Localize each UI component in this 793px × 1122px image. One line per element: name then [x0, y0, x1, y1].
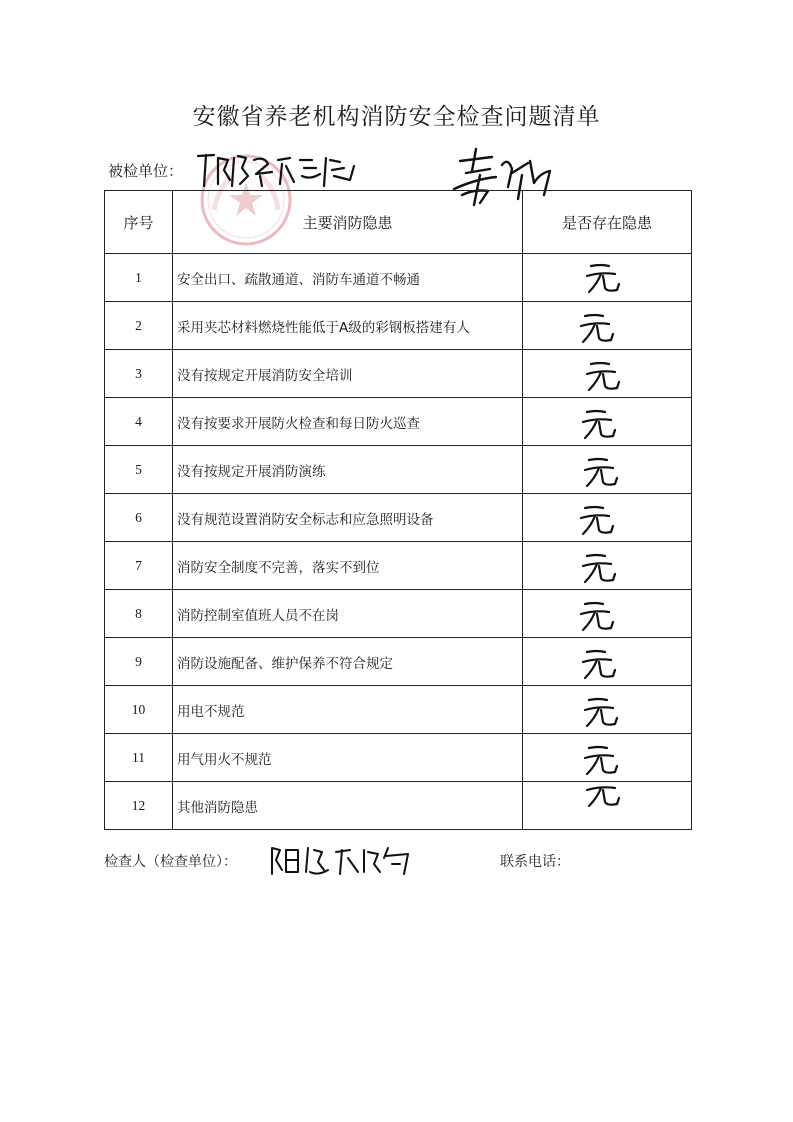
table-row: [105, 782, 692, 830]
table-row: [105, 542, 692, 590]
row-hazard-description: 消防控制室值班人员不在岗: [173, 590, 523, 638]
table-row: [105, 590, 692, 638]
inspected-unit-label: 被检单位：: [108, 162, 184, 180]
inspector-label: 检查人（检查单位）：: [104, 854, 237, 870]
row-hazard-description: 安全出口、疏散通道、消防车通道不畅通: [173, 254, 523, 302]
row-hazard-answer: [523, 302, 692, 350]
row-hazard-description: 其他消防隐患: [173, 782, 523, 830]
handwritten-answer-mark: [523, 254, 692, 301]
handwritten-answer-mark: [523, 734, 692, 781]
row-hazard-answer: [523, 254, 692, 302]
row-hazard-answer: [523, 542, 692, 590]
handwritten-answer-mark: [523, 590, 692, 637]
table-header-row: [105, 191, 692, 254]
handwritten-answer-mark: [523, 398, 692, 445]
header-serial-number: 序号: [105, 191, 173, 254]
row-serial-number: 7: [105, 542, 173, 590]
handwritten-unit-name: [194, 146, 366, 190]
table-row: [105, 350, 692, 398]
header-hazard-present: 是否存在隐患: [523, 191, 692, 254]
row-hazard-description: 消防安全制度不完善，落实不到位: [173, 542, 523, 590]
row-hazard-description: 消防设施配备、维护保养不符合规定: [173, 638, 523, 686]
table-row: [105, 734, 692, 782]
row-serial-number: 8: [105, 590, 173, 638]
row-hazard-answer: [523, 350, 692, 398]
handwritten-answer-mark: [523, 542, 692, 589]
hazard-checklist-table: [104, 190, 692, 830]
row-serial-number: 3: [105, 350, 173, 398]
row-hazard-answer: [523, 734, 692, 782]
handwritten-answer-mark: [523, 446, 692, 493]
handwritten-answer-mark: [523, 494, 692, 541]
handwritten-inspector-unit: [268, 842, 418, 878]
document-title: 安徽省养老机构消防安全检查问题清单: [192, 104, 601, 130]
row-serial-number: 10: [105, 686, 173, 734]
row-serial-number: 2: [105, 302, 173, 350]
row-hazard-description: 没有规范设置消防安全标志和应急照明设备: [173, 494, 523, 542]
row-hazard-description: 没有按规定开展消防安全培训: [173, 350, 523, 398]
row-hazard-answer: [523, 398, 692, 446]
row-hazard-answer: [523, 686, 692, 734]
row-hazard-description: 用气用火不规范: [173, 734, 523, 782]
handwritten-answer-mark: [523, 686, 692, 733]
row-serial-number: 6: [105, 494, 173, 542]
row-serial-number: 9: [105, 638, 173, 686]
table-row: [105, 446, 692, 494]
table-row: [105, 254, 692, 302]
row-serial-number: 12: [105, 782, 173, 830]
row-serial-number: 4: [105, 398, 173, 446]
table-row: [105, 494, 692, 542]
row-serial-number: 11: [105, 734, 173, 782]
header-main-hazard: 主要消防隐患: [173, 191, 523, 254]
handwritten-answer-mark: [523, 638, 692, 685]
row-serial-number: 1: [105, 254, 173, 302]
handwritten-answer-mark: [523, 782, 692, 829]
row-hazard-description: 没有按规定开展消防演练: [173, 446, 523, 494]
row-hazard-answer: [523, 638, 692, 686]
row-serial-number: 5: [105, 446, 173, 494]
table-row: [105, 638, 692, 686]
handwritten-answer-mark: [523, 350, 692, 397]
row-hazard-answer: [523, 782, 692, 830]
row-hazard-answer: [523, 446, 692, 494]
table-row: [105, 302, 692, 350]
row-hazard-answer: [523, 590, 692, 638]
table-row: [105, 686, 692, 734]
row-hazard-answer: [523, 494, 692, 542]
row-hazard-description: 没有按要求开展防火检查和每日防火巡查: [173, 398, 523, 446]
handwritten-answer-mark: [523, 302, 692, 349]
contact-phone-label: 联系电话：: [500, 854, 570, 870]
row-hazard-description: 采用夹芯材料燃烧性能低于A级的彩钢板搭建有人: [173, 302, 523, 350]
row-hazard-description: 用电不规范: [173, 686, 523, 734]
table-row: [105, 398, 692, 446]
